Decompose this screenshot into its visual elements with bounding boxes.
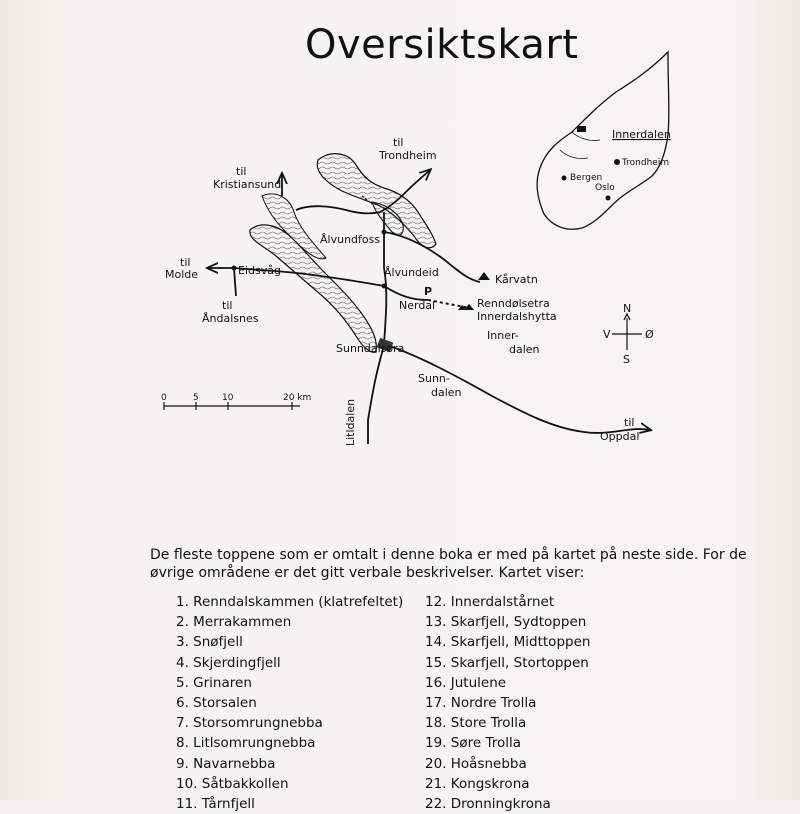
label-til-trondheim: til xyxy=(393,136,404,149)
list-item: 15. Skarfjell, Stortoppen xyxy=(425,654,589,671)
list-item: 6. Storsalen xyxy=(176,695,257,712)
inset-trondheim-dot xyxy=(614,159,620,165)
list-item: 2. Merrakammen xyxy=(176,614,292,631)
intro-line-2: øvrige områdene er det gitt verbale beskrivelser. Kartet viser: xyxy=(150,565,585,581)
compass-v: V xyxy=(603,328,611,341)
scale-tick-0: 0 xyxy=(161,393,167,403)
label-molde: Molde xyxy=(165,268,199,281)
intro-line-1: De fleste toppene som er omtalt i denne boka er med på kartet på neste side. For de xyxy=(150,547,747,563)
inset-label-bergen: Bergen xyxy=(570,173,603,183)
list-item: 12. Innerdalstårnet xyxy=(425,594,555,610)
list-item: 17. Nordre Trolla xyxy=(425,695,537,712)
peak-list-left xyxy=(176,592,403,814)
list-item: 22. Dronningkrona xyxy=(425,796,551,813)
label-karvatn: Kårvatn xyxy=(495,273,538,286)
label-parking: P xyxy=(424,285,433,298)
peak-list-right xyxy=(425,592,590,814)
label-til-andalsnes: til xyxy=(222,299,233,312)
list-item: 10. Såtbakkollen xyxy=(176,775,289,792)
label-sunn-dalen: dalen xyxy=(431,386,462,399)
compass-rose xyxy=(603,302,654,366)
list-item: 3. Snøfjell xyxy=(176,634,243,651)
label-litldalen: Litldalen xyxy=(344,398,357,446)
list-item: 18. Store Trolla xyxy=(425,715,527,732)
label-eidsvag: Eidsvåg xyxy=(238,264,281,277)
list-item: 21. Kongskrona xyxy=(425,775,530,792)
inset-bergen-dot xyxy=(562,176,567,181)
list-item: 20. Hoåsnebba xyxy=(425,755,527,772)
label-alvundfoss: Ålvundfoss xyxy=(320,233,381,246)
label-alvundeid: Ålvundeid xyxy=(384,266,439,279)
list-item: 11. Tårnfjell xyxy=(176,796,255,813)
compass-s: S xyxy=(623,353,630,366)
list-item: 16. Jutulene xyxy=(425,674,507,691)
inset-innerdalen-marker xyxy=(577,126,586,132)
inset-label-trondheim: Trondheim xyxy=(622,158,670,168)
list-item: 14. Skarfjell, Midttoppen xyxy=(425,634,591,651)
label-nerdal: Nerdal xyxy=(399,299,436,312)
compass-n: N xyxy=(623,302,632,315)
label-til-kristiansund: til xyxy=(236,165,247,178)
alvundfoss-dot xyxy=(382,230,387,235)
inset-label-oslo: Oslo xyxy=(595,183,615,193)
label-trondheim: Trondheim xyxy=(379,149,437,162)
inset-map-norway xyxy=(537,52,671,229)
list-item: 8. Litlsomrungnebba xyxy=(176,735,316,752)
compass-o: Ø xyxy=(645,328,654,341)
scale-bar xyxy=(161,393,311,410)
label-sunndalsora: Sunndalsøra xyxy=(336,342,405,355)
list-item: 1. Renndalskammen (klatrefeltet) xyxy=(176,594,404,610)
inset-oslo-dot xyxy=(606,196,611,201)
label-til-oppdal: til xyxy=(624,416,635,429)
scale-tick-10: 10 xyxy=(222,393,234,403)
label-til-molde: til xyxy=(180,256,191,269)
label-inner: Inner- xyxy=(487,329,519,342)
alvundeid-dot xyxy=(382,284,387,289)
karvatn-hut-icon xyxy=(478,272,490,280)
list-item: 19. Søre Trolla xyxy=(425,735,521,752)
label-innerdalshytta: Innerdalshytta xyxy=(477,310,557,323)
label-sunn: Sunn- xyxy=(418,372,450,385)
inset-label-innerdalen: Innerdalen xyxy=(612,128,671,141)
list-item: 4. Skjerdingfjell xyxy=(176,654,281,671)
page-title: Oversiktskart xyxy=(305,22,579,68)
list-item: 13. Skarfjell, Sydtoppen xyxy=(425,614,587,631)
list-item: 9. Navarnebba xyxy=(176,755,276,772)
list-item: 7. Storsomrungnebba xyxy=(176,715,323,732)
intro-paragraph xyxy=(150,546,790,582)
list-item: 5. Grinaren xyxy=(176,674,252,691)
scale-tick-20km: 20 km xyxy=(283,393,312,403)
label-renndolsetra: Renndølsetra xyxy=(477,297,550,310)
label-andalsnes: Åndalsnes xyxy=(202,312,259,325)
label-kristiansund: Kristiansund xyxy=(213,178,282,191)
scale-tick-5: 5 xyxy=(193,393,199,403)
label-inner-dalen: dalen xyxy=(509,343,540,356)
eidsvag-dot xyxy=(232,266,237,271)
label-oppdal: Oppdal xyxy=(600,430,640,443)
